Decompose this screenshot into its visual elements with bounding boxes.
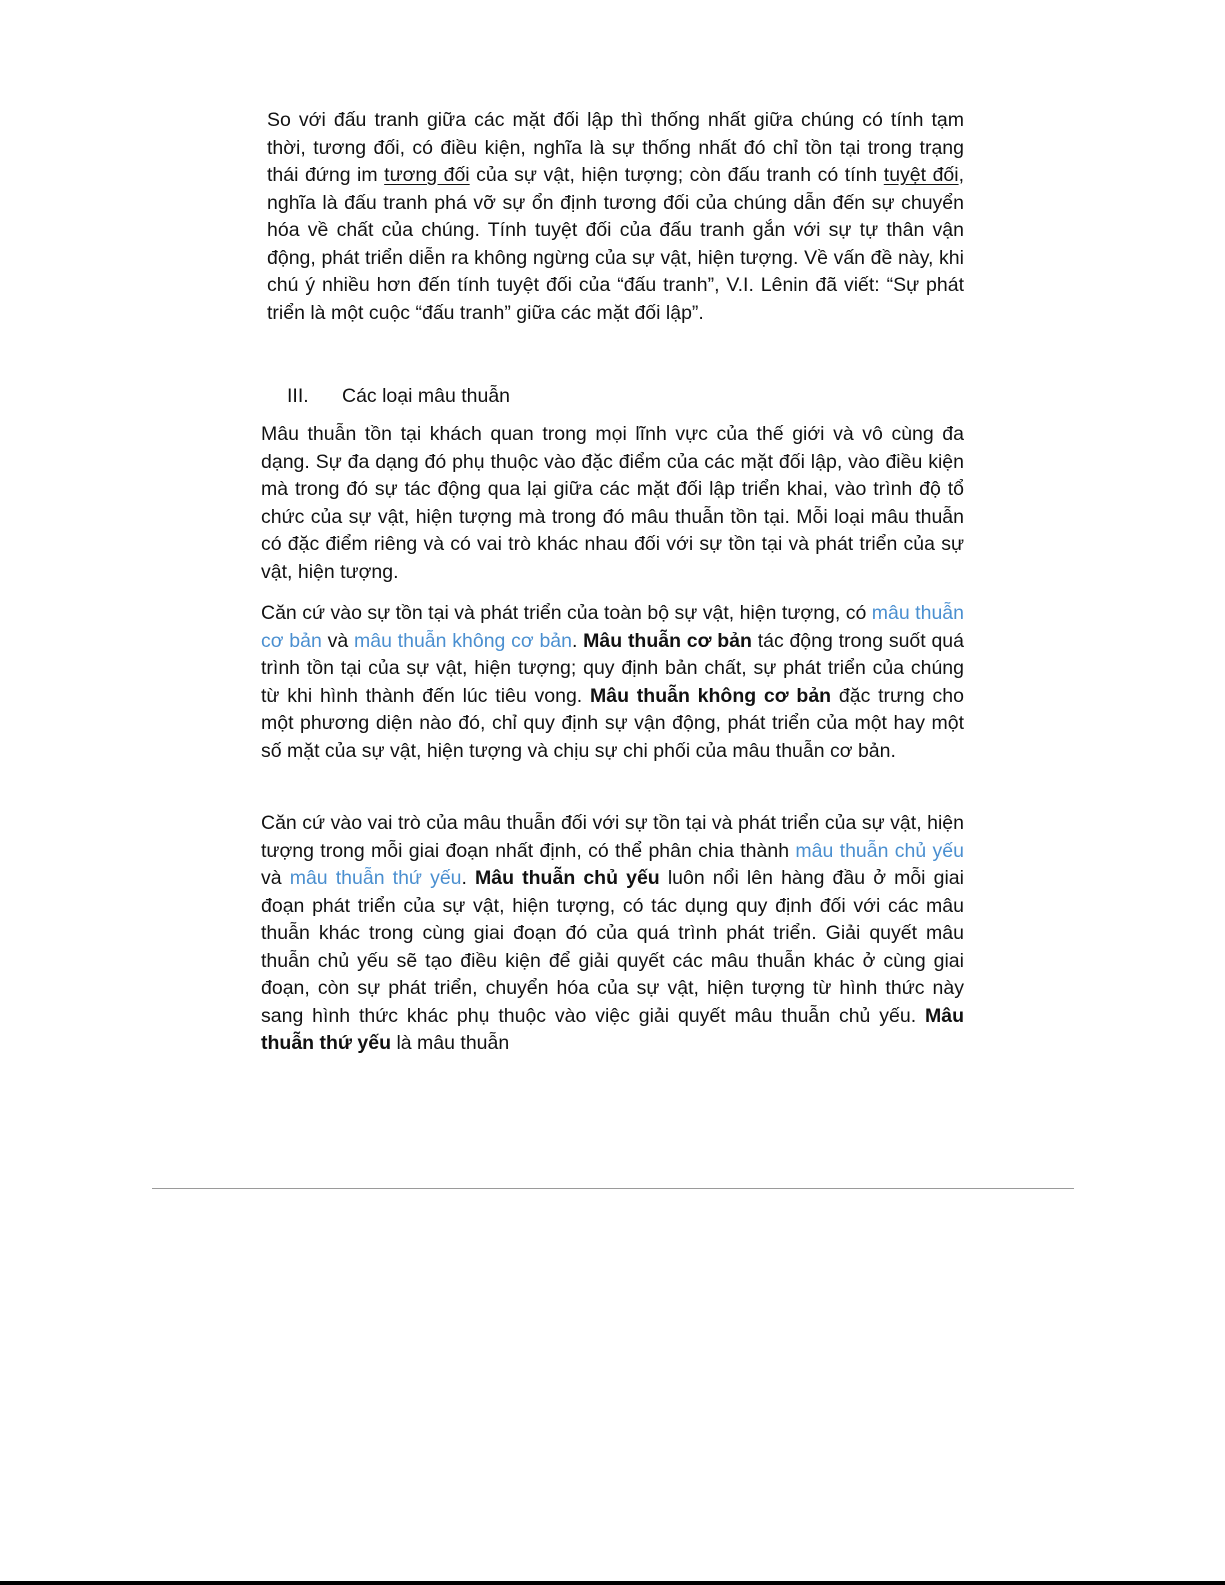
text-run: , nghĩa là đấu tranh phá vỡ sự ổn định tương đối của chúng dẫn đến sự chuyển hóa về chất của chúng. Tính tuyệt đối của đấu tranh gắn với sự tự thân vận động, phát triển diễn ra không ngừng của sự vật, hiện tượng. Về vấn đề này, khi chú ý nhiều hơn đến tính tuyệt đối của “đấu tranh”, V.I. Lênin đã viết: “Sự phát triển là một cuộc “đấu tranh” giữa các mặt đối lập”. bbox=[267, 164, 965, 324]
footer-divider bbox=[152, 1188, 1074, 1189]
underlined-term-relative: tương đối bbox=[384, 164, 470, 186]
paragraph-unity-struggle bbox=[267, 107, 964, 327]
paragraph-main-contradiction bbox=[261, 810, 964, 1058]
link-non-basic-contradiction[interactable]: mâu thuẫn không cơ bản bbox=[353, 629, 572, 652]
text-run: là mâu thuẫn bbox=[391, 1032, 510, 1054]
paragraph-contradiction-diversity bbox=[261, 421, 964, 586]
text-run: tác động trong suốt quá trình tồn tại của sự vật, hiện tượng; quy định bản chất, sự phát triển của chúng từ khi hình thành đến lúc tiêu vong. bbox=[261, 629, 964, 707]
section-heading bbox=[287, 383, 510, 410]
bold-term-main: Mâu thuẫn chủ yếu bbox=[475, 867, 660, 889]
section-title: Các loại mâu thuẫn bbox=[342, 385, 511, 407]
link-secondary-contradiction[interactable]: mâu thuẫn thứ yếu bbox=[289, 867, 462, 889]
bold-term-secondary: Mâu thuẫn thứ yếu bbox=[261, 1004, 964, 1054]
section-number: III. bbox=[287, 385, 309, 407]
text-run: So với đấu tranh giữa các mặt đối lập thì thống nhất giữa chúng có tính tạm thời, tương đối, có điều kiện, nghĩa là sự thống nhất đó chỉ tồn tại trong trạng thái đứng im bbox=[267, 109, 964, 186]
link-main-contradiction[interactable]: mâu thuẫn chủ yếu bbox=[795, 839, 964, 862]
text-run: luôn nổi lên hàng đầu ở mỗi giai đoạn phát triển của sự vật, hiện tượng, có tác dụng quy định đối với các mâu thuẫn khác trong cùng giai đoạn đó của quá trình phát triển. Giải quyết mâu thuẫn chủ yếu sẽ tạo điều kiện để giải quyết các mâu thuẫn khác ở cùng giai đoạn, còn sự phát triển, chuyển hóa của sự vật, hiện tượng từ hình thức này sang hình thức khác phụ thuộc vào việc giải quyết mâu thuẫn chủ yếu. bbox=[261, 867, 964, 1027]
text-run: của sự vật, hiện tượng; còn đấu tranh có tính bbox=[469, 164, 884, 186]
text-run: . bbox=[461, 867, 476, 889]
text-run: Căn cứ vào vai trò của mâu thuẫn đối với sự tồn tại và phát triển của sự vật, hiện tượng trong mỗi giai đoạn nhất định, có thể phân chia thành bbox=[261, 812, 964, 862]
bold-term-basic: Mâu thuẫn cơ bản bbox=[583, 629, 752, 652]
text-run: đặc trưng cho một phương diện nào đó, chỉ quy định sự vận động, phát triển của một hay một số mặt của sự vật, hiện tượng và chịu sự chi phối của mâu thuẫn cơ bản. bbox=[261, 684, 964, 762]
bottom-edge-bar bbox=[0, 1581, 1225, 1585]
text-run: . bbox=[571, 629, 584, 652]
text-run: và bbox=[321, 629, 354, 652]
text-run: và bbox=[261, 867, 290, 889]
bold-term-non-basic: Mâu thuẫn không cơ bản bbox=[590, 684, 832, 707]
text-run: Mâu thuẫn tồn tại khách quan trong mọi lĩnh vực của thế giới và vô cùng đa dạng. Sự đa dạng đó phụ thuộc vào đặc điểm của các mặt đối lập, vào điều kiện mà trong đó sự tác động qua lại giữa các mặt đối lập triển khai, vào trình độ tổ chức của sự vật, hiện tượng mà trong đó mâu thuẫn tồn tại. Mỗi loại mâu thuẫn có đặc điểm riêng và có vai trò khác nhau đối với sự tồn tại và phát triển của sự vật, hiện tượng. bbox=[261, 423, 964, 583]
text-run: Căn cứ vào sự tồn tại và phát triển của toàn bộ sự vật, hiện tượng, có bbox=[261, 602, 872, 624]
paragraph-basic-contradiction bbox=[261, 600, 964, 765]
link-basic-contradiction[interactable]: mâu thuẫn cơ bản bbox=[261, 602, 964, 652]
underlined-term-absolute: tuyệt đối bbox=[883, 164, 959, 186]
